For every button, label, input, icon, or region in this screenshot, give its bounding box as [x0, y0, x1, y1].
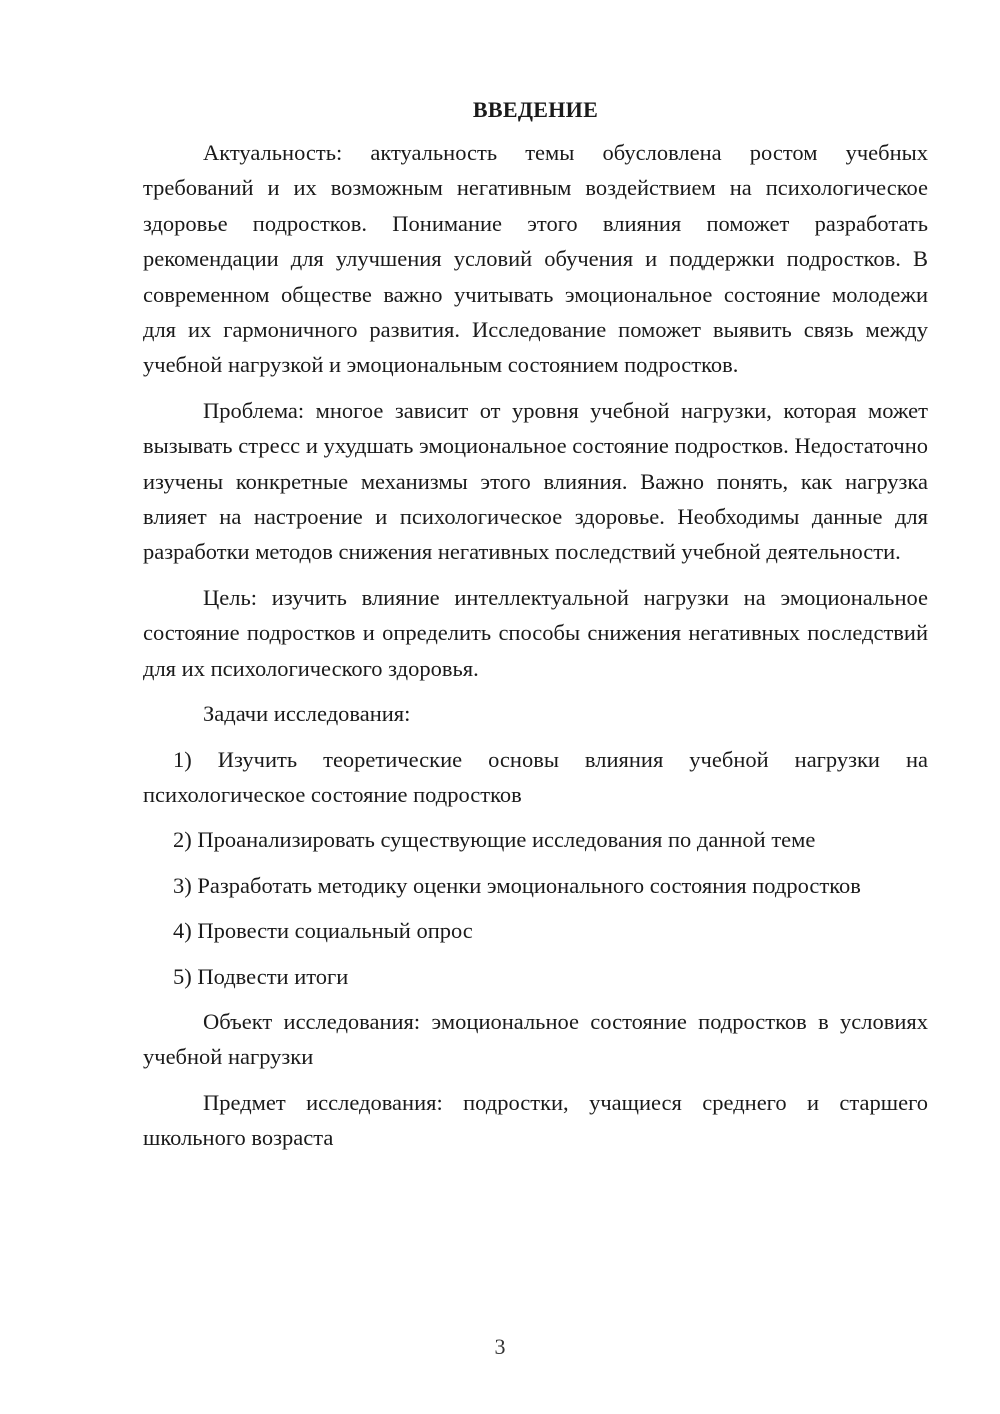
subject-paragraph: Предмет исследования: подростки, учащиеся среднего и старшего школьного возраста: [143, 1089, 928, 1151]
task-item: 4) Провести социальный опрос: [173, 918, 473, 944]
task-item: 2) Проанализировать существующие исследования по данной теме: [173, 827, 816, 853]
goal-paragraph: Цель: изучить влияние интеллектуальной нагрузки на эмоциональное состояние подростков и определить способы снижения негативных последствий для их психологического здоровья.: [143, 584, 928, 681]
page-number: 3: [494, 1334, 506, 1359]
relevance-paragraph: Актуальность: актуальность темы обусловлена ростом учебных требований и их возможным негативным воздействием на психологическое здоровье подростков. Понимание этого влияния поможет разработать рекомендации для улучшения условий обучения и поддержки подростков. В современном обществе важно учитывать эмоциональное состояние молодежи для их гармоничного развития. Исследование поможет выявить связь между учебной нагрузкой и эмоциональным состоянием подростков.: [143, 140, 928, 378]
document-page: [143, 92, 928, 1166]
object-paragraph: Объект исследования: эмоциональное состояние подростков в условиях учебной нагрузки: [143, 1008, 928, 1070]
task-item: 1) Изучить теоретические основы влияния учебной нагрузки на психологическое состояние подростков: [143, 746, 928, 807]
page-title: ВВЕДЕНИЕ: [472, 97, 599, 122]
task-item: 5) Подвести итоги: [173, 963, 349, 989]
problem-paragraph: Проблема: многое зависит от уровня учебной нагрузки, которая может вызывать стресс и ухудшать эмоциональное состояние подростков. Недостаточно изучены конкретные механизмы этого влияния. Важно понять, как нагрузка влияет на настроение и психологическое здоровье. Необходимы данные для разработки методов снижения негативных последствий учебной деятельности.: [143, 397, 928, 565]
task-item: 3) Разработать методику оценки эмоционального состояния подростков: [173, 872, 861, 898]
tasks-heading: Задачи исследования:: [203, 701, 411, 727]
